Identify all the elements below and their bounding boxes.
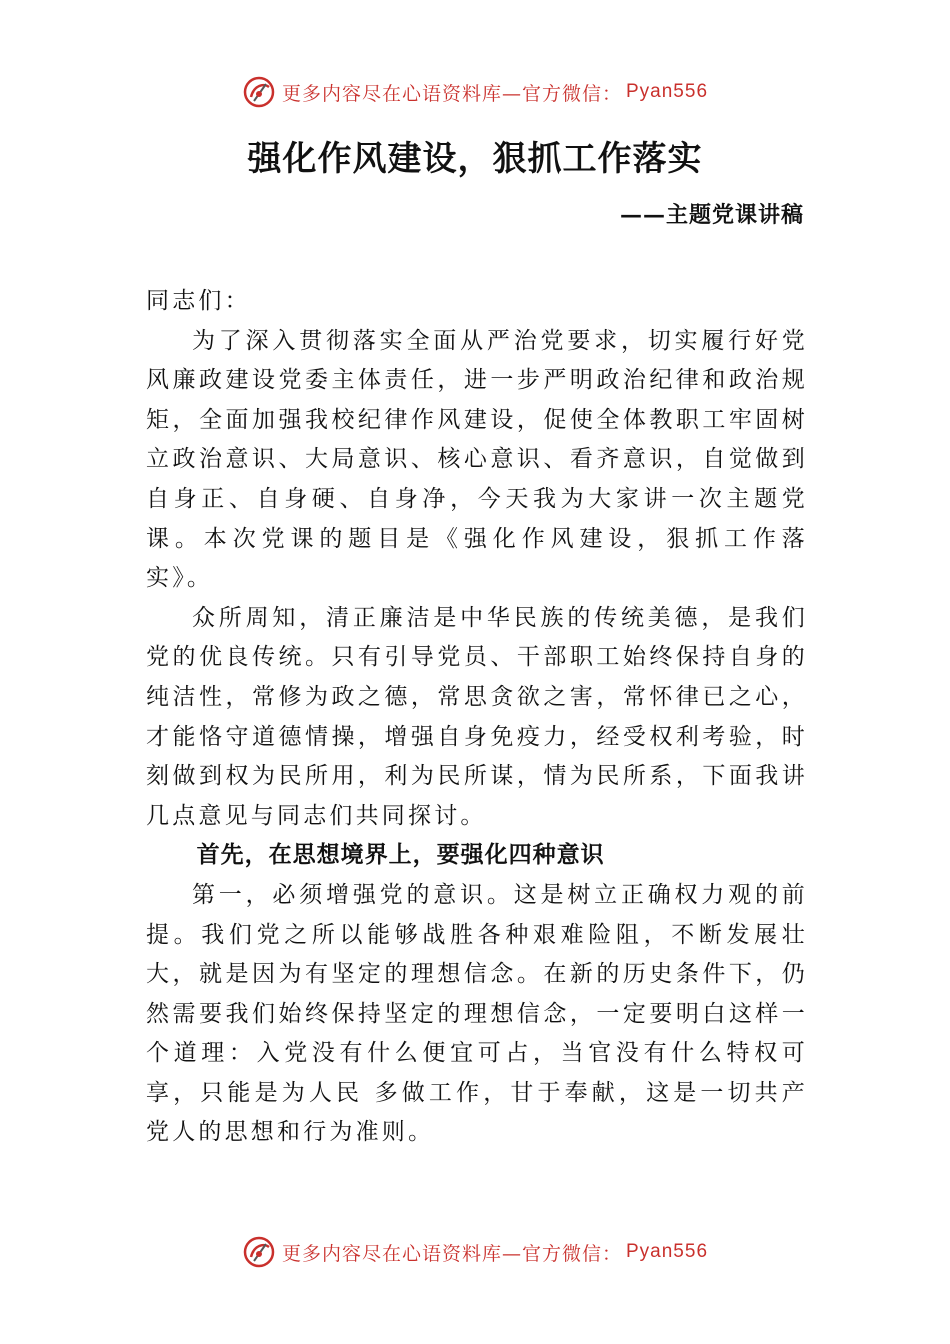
document-body	[146, 282, 808, 1153]
watermark-wechat-id: Pyan556	[626, 1241, 709, 1262]
paragraph-background: 众所周知，清正廉洁是中华民族的传统美德，是我们党的优良传统。只有引导党员、干部职工始终保持自身的纯洁性，常修为政之德，常思贪欲之害，常怀律已之心，才能恪守道德情操，增强自身免疫力，经受权利考验，时刻做到权为民所用，利为民所谋，情为民所系，下面我讲几点意见与同志们共同探讨。	[146, 604, 808, 829]
section-paragraph: 第一，必须增强党的意识。这是树立正确权力观的前提。我们党之所以能够战胜各种艰难险阻，不断发展壮大，就是因为有坚定的理想信念。在新的历史条件下，仍然需要我们始终保持坚定的理想信念，一定要明白这样一个道理：入党没有什么便宜可占，当官没有什么特权可享，只能是为人民 多做工作，甘于奉献，这是一切共产党人的思想和行为准则。	[146, 881, 808, 1146]
document-title: 强化作风建设，狠抓工作落实	[247, 139, 703, 179]
salutation: 同志们：	[146, 288, 251, 314]
paragraph-intro: 为了深入贯彻落实全面从严治党要求，切实履行好党风廉政建设党委主体责任，进一步严明政治纪律和政治规矩，全面加强我校纪律作风建设，促使全体教职工牢固树立政治意识、大局意识、核心意识、看齐意识，自觉做到自身正、自身硬、自身净，今天我为大家讲一次主题党课。本次党课的题目是《强化作风建设，狠抓工作落实》。	[146, 327, 808, 592]
watermark-text: 更多内容尽在心语资料库—官方微信：	[281, 1242, 622, 1265]
footer-watermark	[0, 1232, 950, 1272]
document-subtitle: ——主题党课讲稿	[619, 202, 804, 228]
watermark-wechat-id: Pyan556	[626, 81, 709, 102]
header-watermark	[0, 72, 950, 112]
watermark-text: 更多内容尽在心语资料库—官方微信：	[281, 82, 622, 105]
brand-logo-icon	[242, 75, 276, 109]
section-heading: 首先，在思想境界上，要强化四种意识	[196, 842, 605, 869]
brand-logo-icon	[242, 1235, 276, 1269]
